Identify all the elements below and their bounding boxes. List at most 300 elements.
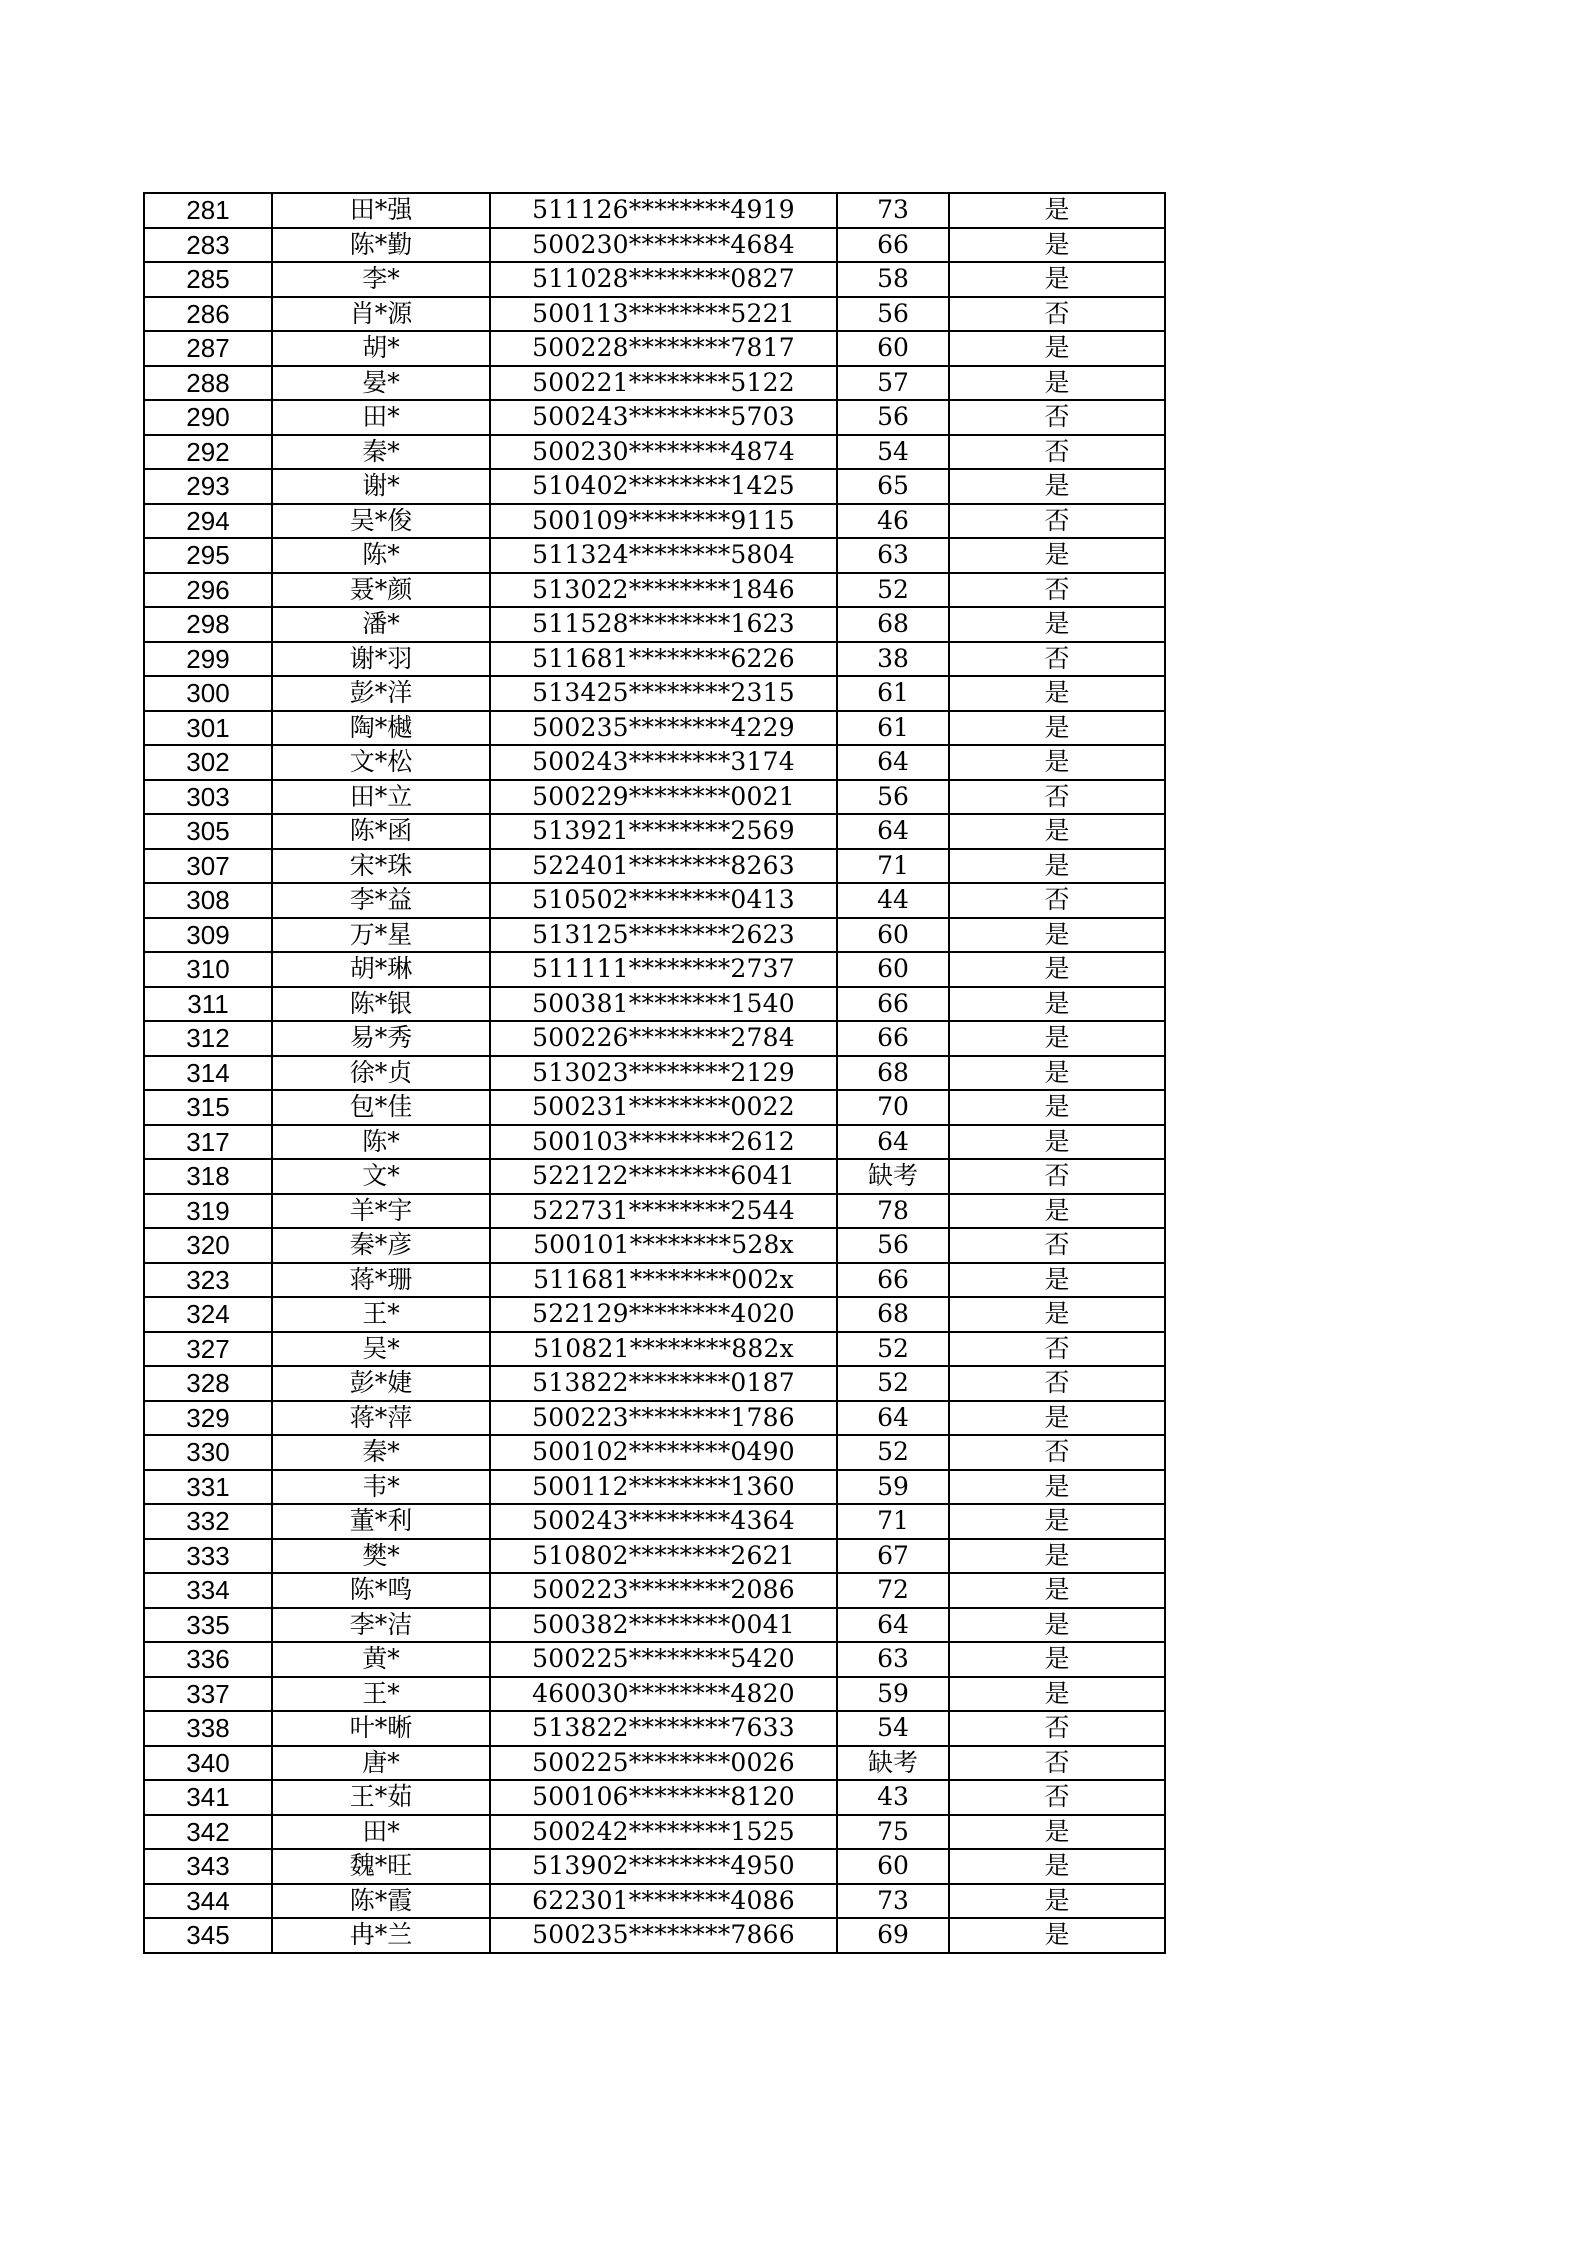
cell-number: 287 bbox=[144, 331, 272, 366]
table-row bbox=[144, 1504, 1165, 1539]
cell-id-number: 522129********4020 bbox=[490, 1297, 837, 1332]
cell-name: 吴*俊 bbox=[272, 504, 490, 539]
cell-score: 68 bbox=[837, 607, 949, 642]
cell-number: 334 bbox=[144, 1573, 272, 1608]
table-row bbox=[144, 642, 1165, 677]
cell-id-number: 500243********5703 bbox=[490, 400, 837, 435]
cell-name: 秦*彦 bbox=[272, 1228, 490, 1263]
cell-pass-status: 是 bbox=[949, 1884, 1165, 1919]
cell-id-number: 500231********0022 bbox=[490, 1090, 837, 1125]
cell-id-number: 513822********0187 bbox=[490, 1366, 837, 1401]
cell-score: 61 bbox=[837, 711, 949, 746]
cell-pass-status: 否 bbox=[949, 297, 1165, 332]
cell-pass-status: 否 bbox=[949, 1332, 1165, 1367]
cell-number: 331 bbox=[144, 1470, 272, 1505]
cell-number: 315 bbox=[144, 1090, 272, 1125]
table-row bbox=[144, 814, 1165, 849]
cell-pass-status: 否 bbox=[949, 780, 1165, 815]
cell-id-number: 500102********0490 bbox=[490, 1435, 837, 1470]
cell-id-number: 511681********002x bbox=[490, 1263, 837, 1298]
cell-score: 66 bbox=[837, 1021, 949, 1056]
cell-name: 文* bbox=[272, 1159, 490, 1194]
cell-id-number: 510502********0413 bbox=[490, 883, 837, 918]
cell-name: 蒋*萍 bbox=[272, 1401, 490, 1436]
cell-pass-status: 是 bbox=[949, 676, 1165, 711]
cell-number: 344 bbox=[144, 1884, 272, 1919]
table-row bbox=[144, 952, 1165, 987]
cell-number: 300 bbox=[144, 676, 272, 711]
cell-id-number: 522731********2544 bbox=[490, 1194, 837, 1229]
cell-score: 56 bbox=[837, 780, 949, 815]
cell-name: 陈*函 bbox=[272, 814, 490, 849]
table-row bbox=[144, 1470, 1165, 1505]
cell-pass-status: 是 bbox=[949, 1642, 1165, 1677]
cell-number: 286 bbox=[144, 297, 272, 332]
cell-number: 305 bbox=[144, 814, 272, 849]
cell-score: 71 bbox=[837, 849, 949, 884]
cell-score: 72 bbox=[837, 1573, 949, 1608]
cell-number: 308 bbox=[144, 883, 272, 918]
table-row bbox=[144, 504, 1165, 539]
cell-score: 66 bbox=[837, 228, 949, 263]
cell-score: 64 bbox=[837, 814, 949, 849]
cell-number: 323 bbox=[144, 1263, 272, 1298]
cell-number: 294 bbox=[144, 504, 272, 539]
cell-score: 60 bbox=[837, 918, 949, 953]
cell-pass-status: 是 bbox=[949, 228, 1165, 263]
cell-name: 黄* bbox=[272, 1642, 490, 1677]
cell-name: 谢*羽 bbox=[272, 642, 490, 677]
cell-number: 309 bbox=[144, 918, 272, 953]
cell-id-number: 511111********2737 bbox=[490, 952, 837, 987]
cell-name: 文*松 bbox=[272, 745, 490, 780]
cell-name: 徐*贞 bbox=[272, 1056, 490, 1091]
table-row bbox=[144, 1884, 1165, 1919]
cell-score: 75 bbox=[837, 1815, 949, 1850]
cell-pass-status: 是 bbox=[949, 1125, 1165, 1160]
cell-name: 魏*旺 bbox=[272, 1849, 490, 1884]
cell-pass-status: 是 bbox=[949, 1056, 1165, 1091]
table-row bbox=[144, 987, 1165, 1022]
cell-number: 310 bbox=[144, 952, 272, 987]
table-row bbox=[144, 1642, 1165, 1677]
cell-score: 60 bbox=[837, 331, 949, 366]
cell-number: 345 bbox=[144, 1918, 272, 1953]
cell-score: 71 bbox=[837, 1504, 949, 1539]
cell-name: 胡*琳 bbox=[272, 952, 490, 987]
cell-name: 田*强 bbox=[272, 193, 490, 228]
table-row bbox=[144, 1159, 1165, 1194]
results-table bbox=[143, 192, 1166, 1954]
cell-score: 58 bbox=[837, 262, 949, 297]
cell-number: 336 bbox=[144, 1642, 272, 1677]
cell-id-number: 500230********4874 bbox=[490, 435, 837, 470]
cell-number: 320 bbox=[144, 1228, 272, 1263]
cell-pass-status: 是 bbox=[949, 745, 1165, 780]
cell-name: 董*利 bbox=[272, 1504, 490, 1539]
cell-name: 肖*源 bbox=[272, 297, 490, 332]
cell-number: 332 bbox=[144, 1504, 272, 1539]
cell-pass-status: 是 bbox=[949, 262, 1165, 297]
cell-number: 312 bbox=[144, 1021, 272, 1056]
cell-number: 301 bbox=[144, 711, 272, 746]
cell-id-number: 500103********2612 bbox=[490, 1125, 837, 1160]
cell-pass-status: 否 bbox=[949, 1228, 1165, 1263]
cell-score: 73 bbox=[837, 193, 949, 228]
cell-id-number: 511681********6226 bbox=[490, 642, 837, 677]
table-row bbox=[144, 538, 1165, 573]
cell-score: 52 bbox=[837, 1366, 949, 1401]
table-row bbox=[144, 849, 1165, 884]
cell-pass-status: 是 bbox=[949, 1194, 1165, 1229]
cell-id-number: 500112********1360 bbox=[490, 1470, 837, 1505]
table-row bbox=[144, 1711, 1165, 1746]
cell-number: 317 bbox=[144, 1125, 272, 1160]
cell-id-number: 511126********4919 bbox=[490, 193, 837, 228]
cell-id-number: 500225********0026 bbox=[490, 1746, 837, 1781]
cell-id-number: 500381********1540 bbox=[490, 987, 837, 1022]
cell-pass-status: 是 bbox=[949, 538, 1165, 573]
cell-number: 288 bbox=[144, 366, 272, 401]
cell-name: 胡* bbox=[272, 331, 490, 366]
table-row bbox=[144, 1849, 1165, 1884]
table-row bbox=[144, 1677, 1165, 1712]
cell-id-number: 513125********2623 bbox=[490, 918, 837, 953]
cell-name: 易*秀 bbox=[272, 1021, 490, 1056]
table-row bbox=[144, 297, 1165, 332]
cell-pass-status: 是 bbox=[949, 1297, 1165, 1332]
cell-pass-status: 是 bbox=[949, 1470, 1165, 1505]
table-row bbox=[144, 1435, 1165, 1470]
cell-pass-status: 是 bbox=[949, 1504, 1165, 1539]
cell-id-number: 510821********882x bbox=[490, 1332, 837, 1367]
cell-name: 谢* bbox=[272, 469, 490, 504]
cell-score: 64 bbox=[837, 1401, 949, 1436]
cell-number: 283 bbox=[144, 228, 272, 263]
cell-score: 缺考 bbox=[837, 1746, 949, 1781]
cell-pass-status: 是 bbox=[949, 849, 1165, 884]
cell-id-number: 500235********4229 bbox=[490, 711, 837, 746]
cell-score: 52 bbox=[837, 1332, 949, 1367]
cell-score: 64 bbox=[837, 1125, 949, 1160]
cell-score: 63 bbox=[837, 1642, 949, 1677]
cell-pass-status: 否 bbox=[949, 1780, 1165, 1815]
table-row bbox=[144, 1539, 1165, 1574]
cell-number: 307 bbox=[144, 849, 272, 884]
cell-score: 46 bbox=[837, 504, 949, 539]
cell-number: 327 bbox=[144, 1332, 272, 1367]
table-row bbox=[144, 1263, 1165, 1298]
cell-number: 299 bbox=[144, 642, 272, 677]
table-row bbox=[144, 1780, 1165, 1815]
cell-name: 羊*宇 bbox=[272, 1194, 490, 1229]
cell-name: 唐* bbox=[272, 1746, 490, 1781]
cell-pass-status: 否 bbox=[949, 1366, 1165, 1401]
cell-id-number: 500221********5122 bbox=[490, 366, 837, 401]
cell-pass-status: 是 bbox=[949, 193, 1165, 228]
cell-number: 302 bbox=[144, 745, 272, 780]
cell-name: 秦* bbox=[272, 435, 490, 470]
cell-name: 王*茹 bbox=[272, 1780, 490, 1815]
cell-pass-status: 是 bbox=[949, 1401, 1165, 1436]
cell-number: 298 bbox=[144, 607, 272, 642]
cell-id-number: 500243********3174 bbox=[490, 745, 837, 780]
table-row bbox=[144, 1194, 1165, 1229]
cell-score: 63 bbox=[837, 538, 949, 573]
cell-pass-status: 否 bbox=[949, 1435, 1165, 1470]
cell-name: 田* bbox=[272, 400, 490, 435]
cell-pass-status: 是 bbox=[949, 1677, 1165, 1712]
cell-score: 52 bbox=[837, 573, 949, 608]
cell-id-number: 511028********0827 bbox=[490, 262, 837, 297]
cell-number: 335 bbox=[144, 1608, 272, 1643]
cell-score: 60 bbox=[837, 1849, 949, 1884]
table-row bbox=[144, 1366, 1165, 1401]
table-row bbox=[144, 1056, 1165, 1091]
cell-id-number: 500382********0041 bbox=[490, 1608, 837, 1643]
cell-name: 陈* bbox=[272, 1125, 490, 1160]
table-row bbox=[144, 262, 1165, 297]
cell-name: 陈*勤 bbox=[272, 228, 490, 263]
cell-name: 王* bbox=[272, 1677, 490, 1712]
cell-number: 340 bbox=[144, 1746, 272, 1781]
cell-number: 338 bbox=[144, 1711, 272, 1746]
cell-number: 290 bbox=[144, 400, 272, 435]
cell-score: 38 bbox=[837, 642, 949, 677]
cell-name: 陈* bbox=[272, 538, 490, 573]
cell-id-number: 513022********1846 bbox=[490, 573, 837, 608]
table-row bbox=[144, 883, 1165, 918]
cell-name: 韦* bbox=[272, 1470, 490, 1505]
cell-number: 341 bbox=[144, 1780, 272, 1815]
table-row bbox=[144, 1918, 1165, 1953]
cell-score: 64 bbox=[837, 1608, 949, 1643]
cell-id-number: 622301********4086 bbox=[490, 1884, 837, 1919]
table-row bbox=[144, 676, 1165, 711]
cell-score: 54 bbox=[837, 435, 949, 470]
cell-name: 秦* bbox=[272, 1435, 490, 1470]
table-row bbox=[144, 711, 1165, 746]
cell-id-number: 500243********4364 bbox=[490, 1504, 837, 1539]
cell-score: 59 bbox=[837, 1677, 949, 1712]
cell-number: 324 bbox=[144, 1297, 272, 1332]
table-row bbox=[144, 435, 1165, 470]
cell-pass-status: 否 bbox=[949, 504, 1165, 539]
cell-number: 330 bbox=[144, 1435, 272, 1470]
cell-id-number: 513902********4950 bbox=[490, 1849, 837, 1884]
cell-id-number: 500106********8120 bbox=[490, 1780, 837, 1815]
cell-number: 337 bbox=[144, 1677, 272, 1712]
cell-number: 342 bbox=[144, 1815, 272, 1850]
cell-pass-status: 否 bbox=[949, 1746, 1165, 1781]
cell-name: 晏* bbox=[272, 366, 490, 401]
cell-score: 73 bbox=[837, 1884, 949, 1919]
cell-pass-status: 是 bbox=[949, 1918, 1165, 1953]
table-row bbox=[144, 1332, 1165, 1367]
cell-score: 56 bbox=[837, 1228, 949, 1263]
cell-name: 田* bbox=[272, 1815, 490, 1850]
cell-pass-status: 是 bbox=[949, 1573, 1165, 1608]
cell-pass-status: 否 bbox=[949, 1159, 1165, 1194]
cell-score: 66 bbox=[837, 987, 949, 1022]
cell-name: 李*洁 bbox=[272, 1608, 490, 1643]
cell-score: 缺考 bbox=[837, 1159, 949, 1194]
cell-number: 296 bbox=[144, 573, 272, 608]
cell-name: 吴* bbox=[272, 1332, 490, 1367]
cell-id-number: 510402********1425 bbox=[490, 469, 837, 504]
table-row bbox=[144, 573, 1165, 608]
cell-pass-status: 是 bbox=[949, 814, 1165, 849]
cell-name: 蒋*珊 bbox=[272, 1263, 490, 1298]
cell-score: 60 bbox=[837, 952, 949, 987]
cell-pass-status: 是 bbox=[949, 1539, 1165, 1574]
cell-pass-status: 是 bbox=[949, 331, 1165, 366]
cell-pass-status: 否 bbox=[949, 642, 1165, 677]
table-row bbox=[144, 1021, 1165, 1056]
cell-score: 68 bbox=[837, 1297, 949, 1332]
cell-score: 69 bbox=[837, 1918, 949, 1953]
cell-score: 65 bbox=[837, 469, 949, 504]
cell-name: 田*立 bbox=[272, 780, 490, 815]
cell-score: 70 bbox=[837, 1090, 949, 1125]
table-row bbox=[144, 366, 1165, 401]
cell-pass-status: 否 bbox=[949, 1711, 1165, 1746]
cell-pass-status: 是 bbox=[949, 1263, 1165, 1298]
cell-number: 329 bbox=[144, 1401, 272, 1436]
cell-pass-status: 是 bbox=[949, 987, 1165, 1022]
table-row bbox=[144, 1228, 1165, 1263]
cell-name: 李*益 bbox=[272, 883, 490, 918]
cell-name: 聂*颜 bbox=[272, 573, 490, 608]
cell-id-number: 511324********5804 bbox=[490, 538, 837, 573]
cell-pass-status: 是 bbox=[949, 711, 1165, 746]
table-row bbox=[144, 469, 1165, 504]
cell-name: 叶*晰 bbox=[272, 1711, 490, 1746]
cell-name: 王* bbox=[272, 1297, 490, 1332]
table-row bbox=[144, 1401, 1165, 1436]
cell-number: 343 bbox=[144, 1849, 272, 1884]
cell-number: 318 bbox=[144, 1159, 272, 1194]
cell-pass-status: 否 bbox=[949, 400, 1165, 435]
cell-id-number: 500226********2784 bbox=[490, 1021, 837, 1056]
cell-id-number: 460030********4820 bbox=[490, 1677, 837, 1712]
cell-number: 295 bbox=[144, 538, 272, 573]
table-row bbox=[144, 780, 1165, 815]
cell-pass-status: 是 bbox=[949, 952, 1165, 987]
cell-pass-status: 是 bbox=[949, 918, 1165, 953]
cell-name: 李* bbox=[272, 262, 490, 297]
cell-id-number: 522122********6041 bbox=[490, 1159, 837, 1194]
cell-id-number: 500225********5420 bbox=[490, 1642, 837, 1677]
table-row bbox=[144, 745, 1165, 780]
cell-id-number: 513822********7633 bbox=[490, 1711, 837, 1746]
cell-id-number: 513023********2129 bbox=[490, 1056, 837, 1091]
cell-pass-status: 是 bbox=[949, 469, 1165, 504]
cell-id-number: 510802********2621 bbox=[490, 1539, 837, 1574]
cell-name: 彭*洋 bbox=[272, 676, 490, 711]
table-row bbox=[144, 1125, 1165, 1160]
cell-score: 66 bbox=[837, 1263, 949, 1298]
cell-number: 285 bbox=[144, 262, 272, 297]
cell-number: 293 bbox=[144, 469, 272, 504]
cell-number: 303 bbox=[144, 780, 272, 815]
cell-id-number: 500101********528x bbox=[490, 1228, 837, 1263]
cell-number: 311 bbox=[144, 987, 272, 1022]
cell-name: 潘* bbox=[272, 607, 490, 642]
cell-name: 彭*婕 bbox=[272, 1366, 490, 1401]
table-row bbox=[144, 1608, 1165, 1643]
cell-name: 陈*霞 bbox=[272, 1884, 490, 1919]
cell-pass-status: 是 bbox=[949, 1608, 1165, 1643]
table-row bbox=[144, 607, 1165, 642]
results-table-body bbox=[144, 193, 1165, 1953]
cell-id-number: 500235********7866 bbox=[490, 1918, 837, 1953]
cell-id-number: 500229********0021 bbox=[490, 780, 837, 815]
cell-pass-status: 是 bbox=[949, 1815, 1165, 1850]
table-row bbox=[144, 1297, 1165, 1332]
cell-name: 陈*银 bbox=[272, 987, 490, 1022]
cell-score: 78 bbox=[837, 1194, 949, 1229]
cell-score: 52 bbox=[837, 1435, 949, 1470]
cell-number: 314 bbox=[144, 1056, 272, 1091]
cell-score: 54 bbox=[837, 1711, 949, 1746]
cell-number: 333 bbox=[144, 1539, 272, 1574]
cell-id-number: 500223********2086 bbox=[490, 1573, 837, 1608]
cell-pass-status: 否 bbox=[949, 573, 1165, 608]
cell-score: 43 bbox=[837, 1780, 949, 1815]
cell-pass-status: 是 bbox=[949, 1849, 1165, 1884]
cell-id-number: 522401********8263 bbox=[490, 849, 837, 884]
cell-name: 宋*珠 bbox=[272, 849, 490, 884]
cell-name: 万*星 bbox=[272, 918, 490, 953]
cell-name: 陶*樾 bbox=[272, 711, 490, 746]
table-row bbox=[144, 1573, 1165, 1608]
cell-id-number: 500109********9115 bbox=[490, 504, 837, 539]
cell-number: 319 bbox=[144, 1194, 272, 1229]
cell-id-number: 500223********1786 bbox=[490, 1401, 837, 1436]
cell-score: 64 bbox=[837, 745, 949, 780]
cell-id-number: 500228********7817 bbox=[490, 331, 837, 366]
table-row bbox=[144, 918, 1165, 953]
cell-name: 包*佳 bbox=[272, 1090, 490, 1125]
cell-pass-status: 是 bbox=[949, 1090, 1165, 1125]
cell-number: 281 bbox=[144, 193, 272, 228]
cell-score: 44 bbox=[837, 883, 949, 918]
cell-id-number: 500230********4684 bbox=[490, 228, 837, 263]
cell-id-number: 513921********2569 bbox=[490, 814, 837, 849]
table-row bbox=[144, 400, 1165, 435]
cell-pass-status: 否 bbox=[949, 883, 1165, 918]
cell-id-number: 513425********2315 bbox=[490, 676, 837, 711]
cell-id-number: 500113********5221 bbox=[490, 297, 837, 332]
cell-id-number: 511528********1623 bbox=[490, 607, 837, 642]
cell-pass-status: 是 bbox=[949, 1021, 1165, 1056]
table-row bbox=[144, 1090, 1165, 1125]
table-row bbox=[144, 1815, 1165, 1850]
cell-score: 59 bbox=[837, 1470, 949, 1505]
table-row bbox=[144, 1746, 1165, 1781]
cell-name: 陈*鸣 bbox=[272, 1573, 490, 1608]
cell-score: 61 bbox=[837, 676, 949, 711]
cell-name: 冉*兰 bbox=[272, 1918, 490, 1953]
cell-score: 67 bbox=[837, 1539, 949, 1574]
cell-pass-status: 否 bbox=[949, 435, 1165, 470]
cell-number: 292 bbox=[144, 435, 272, 470]
cell-number: 328 bbox=[144, 1366, 272, 1401]
cell-score: 56 bbox=[837, 400, 949, 435]
cell-pass-status: 是 bbox=[949, 366, 1165, 401]
table-row bbox=[144, 228, 1165, 263]
